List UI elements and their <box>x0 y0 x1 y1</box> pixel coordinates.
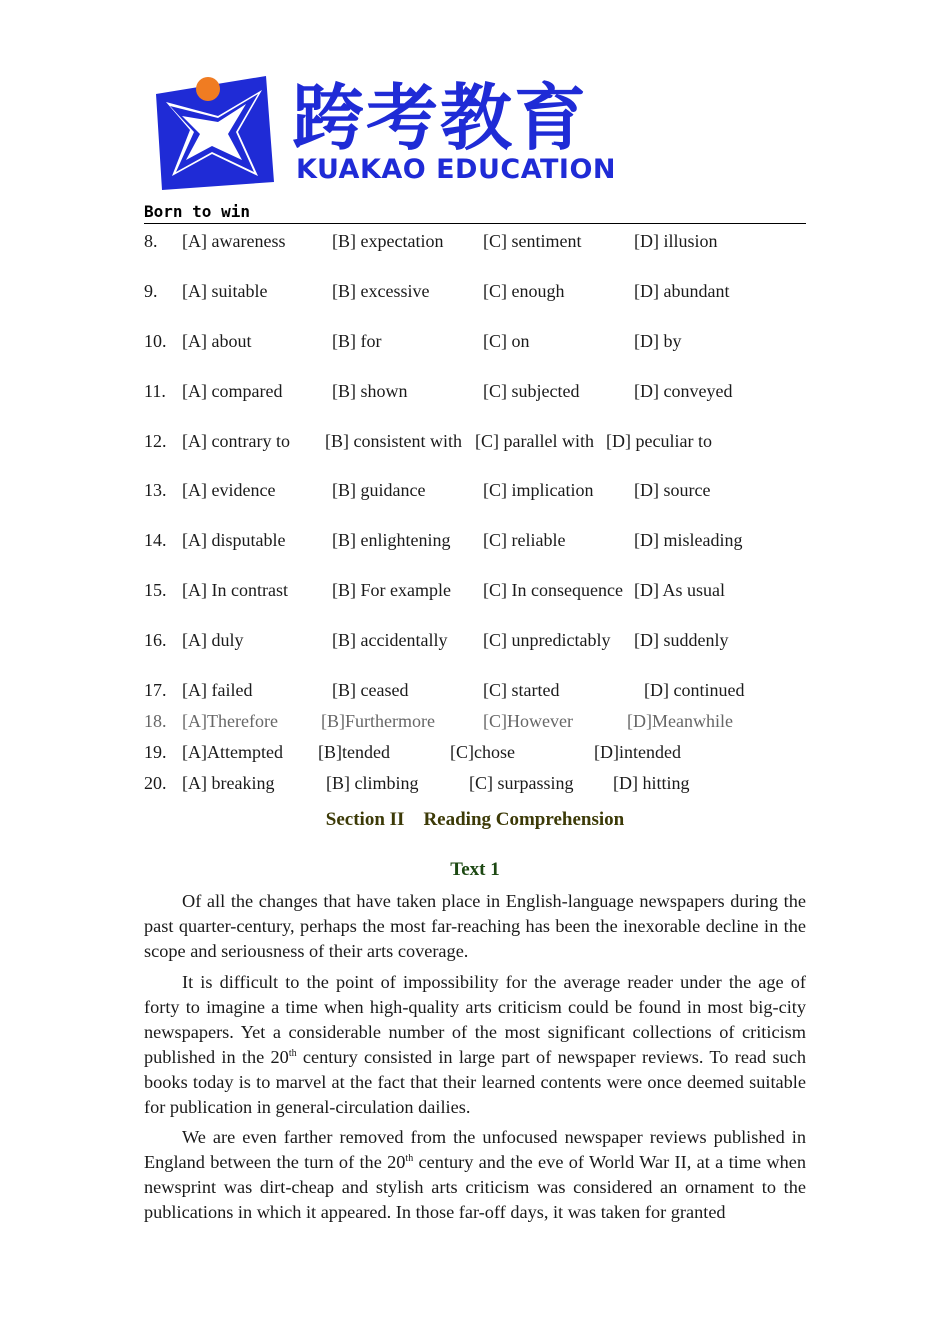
option-d: [D] source <box>634 480 711 500</box>
option-c: [C] reliable <box>483 530 566 550</box>
option-a: [A] contrary to <box>182 431 290 451</box>
paragraph-2: It is difficult to the point of impossibility for the average reader under the age of forty to imagine a time when high-quality arts criticism could be found in most big-city newspapers. Yet a considerable number of the most significant collections of criticism published in the 20th century consisted in large part of newspaper reviews. To read such books today is to marvel at the fact that their learned contents were once deemed suitable for publication in general-circulation dailies. <box>144 972 806 1117</box>
option-a: [A]Therefore <box>182 711 278 731</box>
question-number: 20. <box>144 773 167 793</box>
logo-chinese-text: 跨考教育 <box>292 76 589 160</box>
question-number: 8. <box>144 231 158 251</box>
motto-header: Born to win <box>144 200 806 224</box>
option-a: [A] disputable <box>182 530 286 550</box>
section-heading <box>144 808 806 832</box>
question-number: 9. <box>144 281 158 301</box>
question-number: 15. <box>144 580 167 600</box>
question-number: 17. <box>144 680 167 700</box>
option-d: [D] abundant <box>634 281 730 301</box>
option-d: [D] misleading <box>634 530 743 550</box>
option-c: [C] started <box>483 680 560 700</box>
option-a: [A] breaking <box>182 773 275 793</box>
question-number: 13. <box>144 480 167 500</box>
option-b: [B] enlightening <box>332 530 451 550</box>
option-b: [B] For example <box>332 580 451 600</box>
option-a: [A] about <box>182 331 252 351</box>
option-a: [A] compared <box>182 381 283 401</box>
logo-english-text: KUAKAO EDUCATION <box>296 154 617 185</box>
option-a: [A]Attempted <box>182 742 283 762</box>
option-d: [D] As usual <box>634 580 725 600</box>
question-number: 10. <box>144 331 167 351</box>
option-c: [C] unpredictably <box>483 630 611 650</box>
option-a: [A] In contrast <box>182 580 288 600</box>
option-b: [B] consistent with <box>325 431 462 451</box>
option-d: [D] by <box>634 331 682 351</box>
option-c: [C] sentiment <box>483 231 582 251</box>
option-d: [D] conveyed <box>634 381 733 401</box>
option-a: [A] failed <box>182 680 253 700</box>
option-d: [D] continued <box>644 680 745 700</box>
question-number: 16. <box>144 630 167 650</box>
question-number: 14. <box>144 530 167 550</box>
option-c: [C] enough <box>483 281 565 301</box>
question-number: 12. <box>144 431 167 451</box>
section-label: Section II <box>325 809 405 830</box>
paragraph-3: We are even farther removed from the unfocused newspaper reviews published in England between the turn of the 20th century and the eve of World War II, at a time when newsprint was dirt-cheap and stylish arts criticism was considered an ornament to the publications in which it appeared. In those far-off days, it was taken for granted <box>144 1127 806 1222</box>
option-b: [B] shown <box>332 381 408 401</box>
orange-dot-icon <box>196 77 220 101</box>
option-a: [A] suitable <box>182 281 268 301</box>
option-d: [D]Meanwhile <box>627 711 733 731</box>
option-c: [C] implication <box>483 480 594 500</box>
option-b: [B] excessive <box>332 281 430 301</box>
option-c: [C] In consequence <box>483 580 623 600</box>
option-d: [D] suddenly <box>634 630 729 650</box>
question-number: 18. <box>144 711 167 731</box>
option-d: [D]intended <box>594 742 681 762</box>
paragraph-1: Of all the changes that have taken place in English-language newspapers during the past quarter-century, perhaps the most far-reaching has been the inexorable decline in the scope and seriousness of their arts coverage. <box>144 891 806 961</box>
question-number: 19. <box>144 742 167 762</box>
section-name: Reading Comprehension <box>423 809 625 830</box>
option-c: [C] subjected <box>483 381 580 401</box>
option-b: [B] accidentally <box>332 630 448 650</box>
option-c: [C]chose <box>450 742 515 762</box>
option-c: [C]However <box>483 711 573 731</box>
option-b: [B] guidance <box>332 480 426 500</box>
option-b: [B] climbing <box>326 773 419 793</box>
option-a: [A] awareness <box>182 231 286 251</box>
option-d: [D] hitting <box>613 773 690 793</box>
option-c: [C] parallel with <box>475 431 594 451</box>
kuakao-emblem-icon <box>148 72 288 196</box>
option-a: [A] duly <box>182 630 244 650</box>
option-c: [C] on <box>483 331 530 351</box>
option-b: [B]tended <box>318 742 390 762</box>
option-d: [D] illusion <box>634 231 718 251</box>
option-a: [A] evidence <box>182 480 276 500</box>
option-d: [D] peculiar to <box>606 431 712 451</box>
option-c: [C] surpassing <box>469 773 574 793</box>
option-b: [B]Furthermore <box>321 711 435 731</box>
text-heading: Text 1 <box>450 859 500 880</box>
option-b: [B] for <box>332 331 382 351</box>
question-number: 11. <box>144 381 166 401</box>
option-b: [B] ceased <box>332 680 409 700</box>
option-b: [B] expectation <box>332 231 444 251</box>
